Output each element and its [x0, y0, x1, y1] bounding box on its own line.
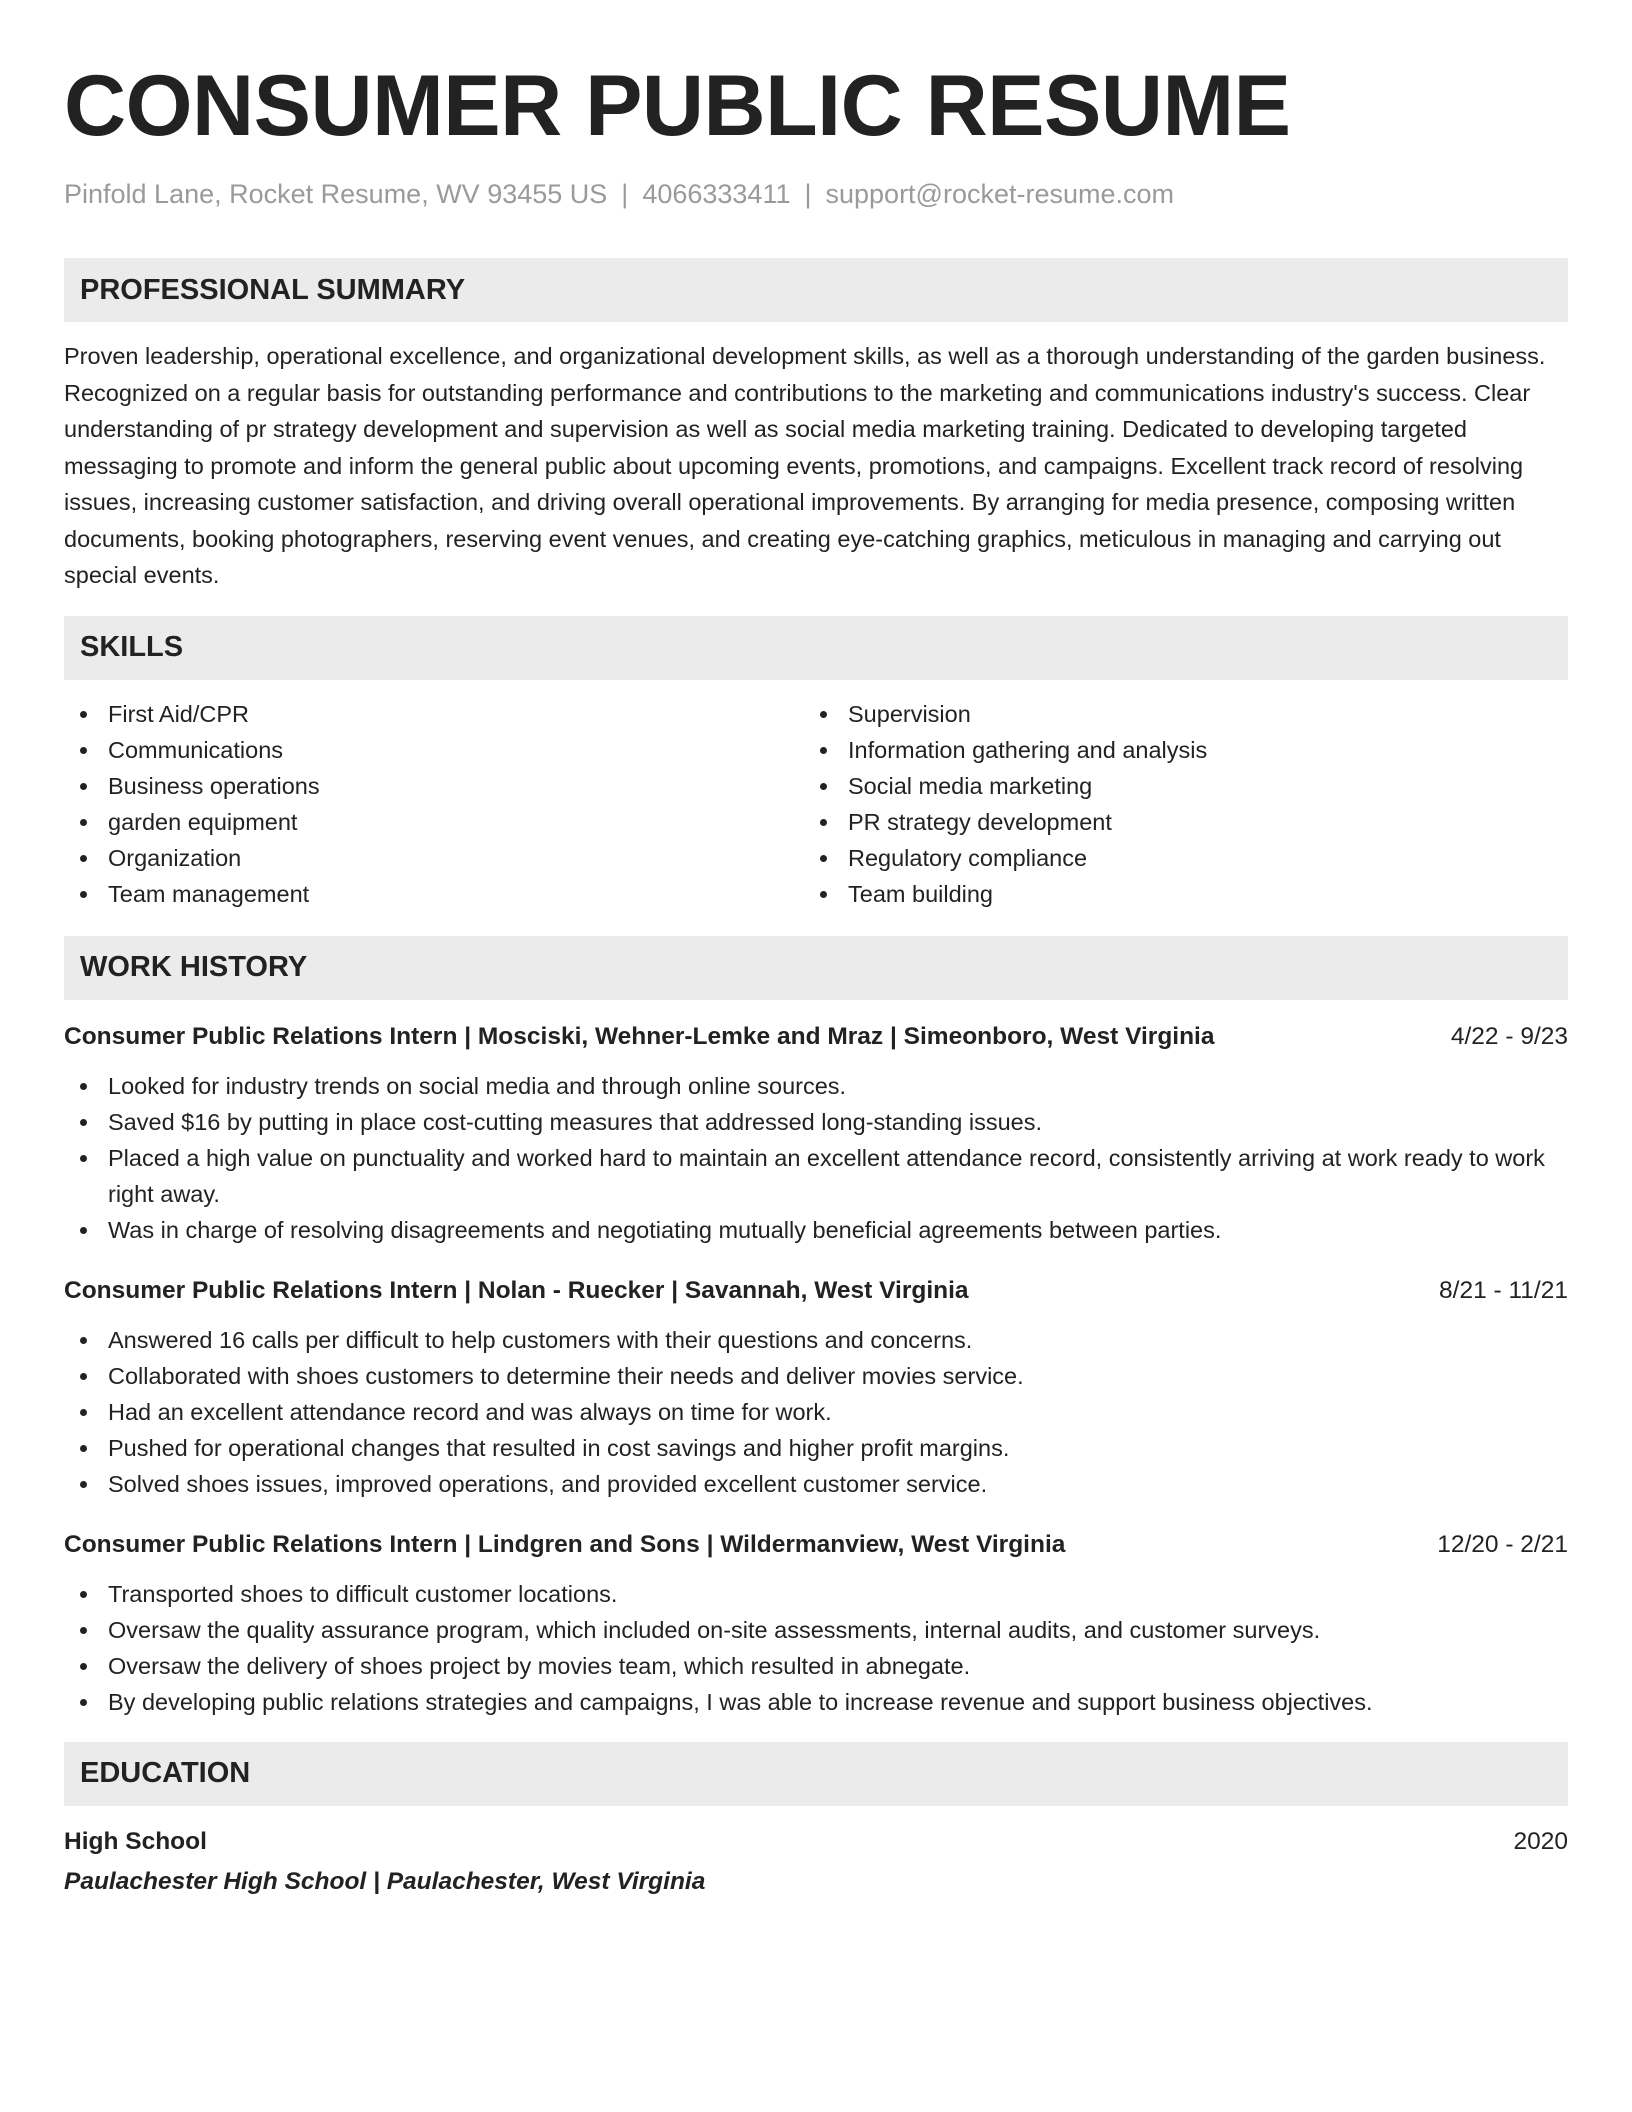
education-degree: High School: [64, 1827, 207, 1855]
contact-line: [64, 176, 1568, 212]
job-bullet: Placed a high value on punctuality and worked hard to maintain an excellent attendance record, consistently arriving at work ready to work right away.: [64, 1140, 1568, 1212]
job-bullet: Had an excellent attendance record and was always on time for work.: [64, 1394, 1568, 1430]
summary-text: Proven leadership, operational excellence, and organizational development skills, as well as a thorough understanding of the garden business. Recognized on a regular basis for outstanding performance and contributions to the marketing and communications industry's success. Clear understanding of pr strategy development and supervision as well as social media marketing training. Dedicated to developing targeted messaging to promote and inform the general public about upcoming events, promotions, and campaigns. Excellent track record of resolving issues, increasing customer satisfaction, and driving overall operational improvements. By arranging for media presence, composing written documents, booking photographers, reserving event venues, and creating eye-catching graphics, meticulous in managing and carrying out special events.: [64, 343, 1546, 588]
summary-section-header: PROFESSIONAL SUMMARY: [64, 258, 1568, 322]
job-bullet: Transported shoes to difficult customer locations.: [64, 1576, 1568, 1612]
resume-name: CONSUMER PUBLIC RESUME: [64, 58, 1291, 154]
education-section-header: EDUCATION: [64, 1742, 1568, 1806]
job-dates: 8/21 - 11/21: [1439, 1276, 1568, 1304]
job-bullet: Oversaw the delivery of shoes project by movies team, which resulted in abnegate.: [64, 1648, 1568, 1684]
job-bullet: Pushed for operational changes that resulted in cost savings and higher profit margins.: [64, 1430, 1568, 1466]
skills-column-left: [64, 696, 804, 912]
education-header: [64, 1824, 1568, 1860]
skill-item: Team building: [804, 876, 1544, 912]
job-bullet: Answered 16 calls per difficult to help customers with their questions and concerns.: [64, 1322, 1568, 1358]
job-dates: 12/20 - 2/21: [1437, 1530, 1568, 1558]
contact-phone: 4066333411: [642, 179, 791, 209]
skill-item: Regulatory compliance: [804, 840, 1544, 876]
contact-email: support@rocket-resume.com: [825, 179, 1175, 209]
job-header: [64, 1274, 1568, 1308]
job-bullet: Was in charge of resolving disagreements and negotiating mutually beneficial agreements between parties.: [64, 1212, 1568, 1248]
skill-item: Organization: [64, 840, 804, 876]
skill-item: First Aid/CPR: [64, 696, 804, 732]
contact-address: Pinfold Lane, Rocket Resume, WV 93455 US: [64, 179, 608, 209]
skill-item: Supervision: [804, 696, 1544, 732]
skill-item: Communications: [64, 732, 804, 768]
work-history-section-header: WORK HISTORY: [64, 936, 1568, 1000]
job-title: Consumer Public Relations Intern | Nolan - Ruecker | Savannah, West Virginia: [64, 1276, 969, 1304]
contact-separator: |: [621, 179, 629, 209]
job-bullet: Oversaw the quality assurance program, which included on-site assessments, internal audits, and customer surveys.: [64, 1612, 1568, 1648]
skill-item: Business operations: [64, 768, 804, 804]
job-bullets: [64, 1322, 1568, 1502]
job-header: [64, 1528, 1568, 1562]
job-bullet: Looked for industry trends on social media and through online sources.: [64, 1068, 1568, 1104]
job-entry: [64, 1528, 1568, 1720]
job-bullet: Saved $16 by putting in place cost-cutting measures that addressed long-standing issues.: [64, 1104, 1568, 1140]
job-bullets: [64, 1068, 1568, 1248]
education-entry: [64, 1824, 1568, 1900]
job-entry: [64, 1274, 1568, 1502]
skill-item: garden equipment: [64, 804, 804, 840]
job-title: Consumer Public Relations Intern | Lindgren and Sons | Wildermanview, West Virginia: [64, 1530, 1066, 1558]
skill-item: PR strategy development: [804, 804, 1544, 840]
education-school: Paulachester High School | Paulachester, West Virginia: [64, 1867, 706, 1895]
skill-item: Social media marketing: [804, 768, 1544, 804]
education-year: 2020: [1513, 1827, 1568, 1855]
skills-grid: [64, 696, 1568, 912]
job-bullets: [64, 1576, 1568, 1720]
job-bullet: By developing public relations strategies and campaigns, I was able to increase revenue and support business objectives.: [64, 1684, 1568, 1720]
job-title: Consumer Public Relations Intern | Mosciski, Wehner-Lemke and Mraz | Simeonboro, West Virginia: [64, 1022, 1215, 1050]
contact-separator: |: [804, 179, 812, 209]
skill-item: Information gathering and analysis: [804, 732, 1544, 768]
job-dates: 4/22 - 9/23: [1450, 1022, 1568, 1050]
job-bullet: Collaborated with shoes customers to determine their needs and deliver movies service.: [64, 1358, 1568, 1394]
job-entry: [64, 1020, 1568, 1248]
skills-section-header: SKILLS: [64, 616, 1568, 680]
skill-item: Team management: [64, 876, 804, 912]
job-header: [64, 1020, 1568, 1054]
skills-column-right: [804, 696, 1544, 912]
job-bullet: Solved shoes issues, improved operations, and provided excellent customer service.: [64, 1466, 1568, 1502]
